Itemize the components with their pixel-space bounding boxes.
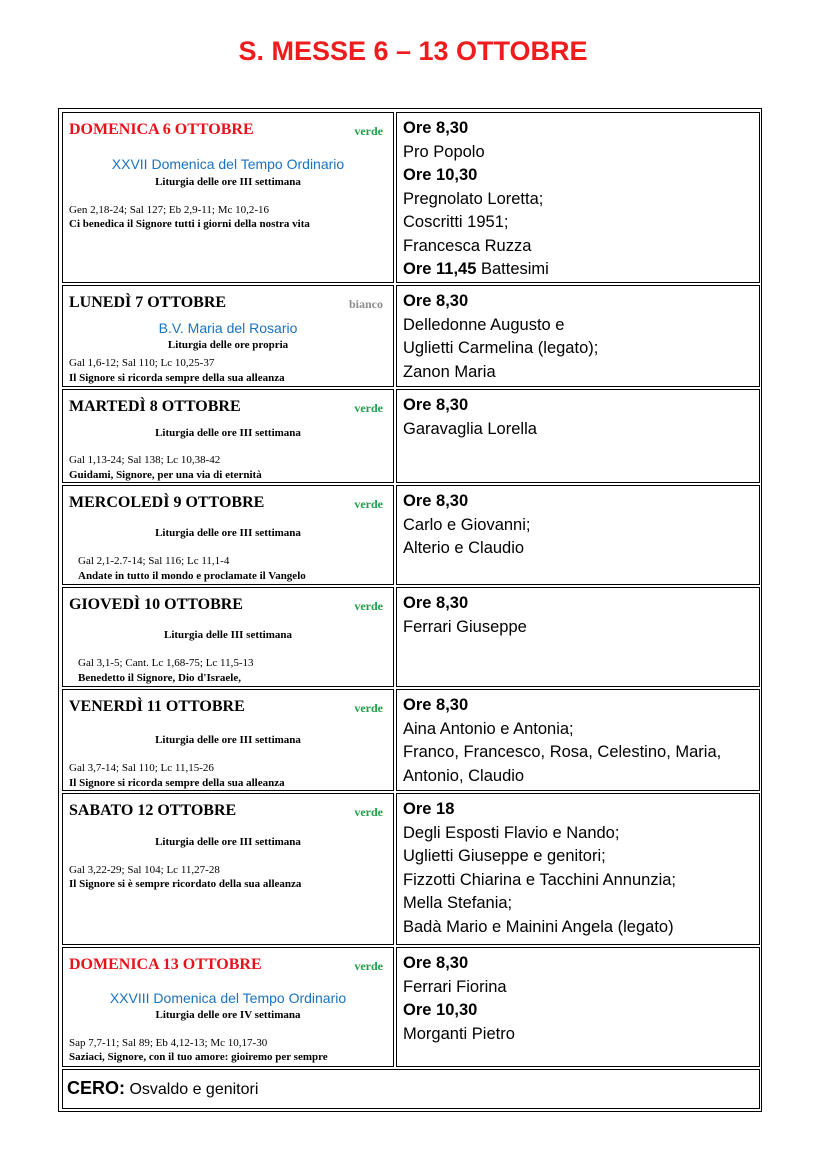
mass-line: Carlo e Giovanni; bbox=[403, 515, 531, 534]
liturgy-hours: Liturgia delle ore III settimana bbox=[155, 734, 301, 746]
mass-line: Ore 8,30 bbox=[403, 119, 469, 137]
day-heading: LUNEDÌ 7 OTTOBRE bbox=[69, 294, 227, 311]
mass-line: Ore 8,30 bbox=[403, 594, 469, 612]
mass-line: Ore 8,30 bbox=[403, 696, 469, 714]
psalm-motto: Ci benedica il Signore tutti i giorni della nostra vita bbox=[69, 218, 310, 230]
mass-line: Uglietti Giuseppe e genitori; bbox=[403, 847, 606, 865]
cero-label: CERO: bbox=[67, 1078, 125, 1098]
readings: Sap 7,7-11; Sal 89; Eb 4,12-13; Mc 10,17-30 bbox=[69, 1037, 268, 1049]
mass-line: Ferrari Giuseppe bbox=[403, 617, 527, 636]
readings: Gal 3,1-5; Cant. Lc 1,68-75; Lc 11,5-13 bbox=[78, 657, 254, 669]
liturgical-color: bianco bbox=[348, 297, 383, 311]
masses-cell bbox=[396, 389, 760, 483]
mass-line: Pro Popolo bbox=[403, 142, 485, 161]
liturgy-hours: Liturgia delle III settimana bbox=[163, 629, 293, 641]
mass-line: Morganti Pietro bbox=[403, 1024, 515, 1043]
mass-list bbox=[397, 794, 759, 939]
mass-line: Aina Antonio e Antonia; bbox=[403, 719, 574, 738]
mass-schedule-table bbox=[58, 108, 762, 1112]
masses-cell bbox=[396, 947, 760, 1067]
readings: Gen 2,18-24; Sal 127; Eb 2,9-11; Mc 10,2-16 bbox=[69, 204, 270, 216]
feast-name: B.V. Maria del Rosario bbox=[158, 320, 298, 336]
cero-line bbox=[67, 1078, 258, 1099]
psalm-motto: Il Signore si ricorda sempre della sua alleanza bbox=[69, 372, 285, 384]
masses-cell bbox=[396, 285, 760, 387]
mass-list bbox=[397, 588, 759, 639]
mass-list bbox=[397, 690, 759, 788]
day-info-cell bbox=[62, 689, 394, 791]
liturgical-color: verde bbox=[354, 805, 383, 819]
mass-line: Ore 8,30 bbox=[403, 292, 469, 310]
masses-cell bbox=[396, 485, 760, 585]
mass-line: Ore 8,30 bbox=[403, 492, 469, 510]
liturgical-color: verde bbox=[354, 599, 383, 613]
liturgical-color: verde bbox=[354, 959, 383, 973]
mass-line: Ore 8,30 bbox=[403, 954, 469, 972]
liturgy-hours: Liturgia delle ore III settimana bbox=[155, 527, 301, 539]
psalm-motto: Andate in tutto il mondo e proclamate il Vangelo bbox=[78, 570, 306, 582]
mass-list bbox=[397, 486, 759, 561]
mass-line: Uglietti Carmelina (legato); bbox=[403, 339, 599, 357]
feast-name: XXVIII Domenica del Tempo Ordinario bbox=[109, 990, 347, 1006]
day-heading: MARTEDÌ 8 OTTOBRE bbox=[69, 398, 241, 415]
mass-line: Coscritti 1951; bbox=[403, 213, 509, 231]
day-heading: MERCOLEDÌ 9 OTTOBRE bbox=[69, 494, 265, 511]
liturgy-hours: Liturgia delle ore propria bbox=[167, 339, 289, 351]
day-info-cell bbox=[62, 947, 394, 1067]
psalm-motto: Il Signore si ricorda sempre della sua alleanza bbox=[69, 777, 285, 789]
readings: Gal 1,13-24; Sal 138; Lc 10,38-42 bbox=[69, 454, 221, 466]
liturgical-color: verde bbox=[354, 497, 383, 511]
day-heading: VENERDÌ 11 OTTOBRE bbox=[69, 698, 245, 715]
readings: Gal 1,6-12; Sal 110; Lc 10,25-37 bbox=[69, 357, 215, 369]
mass-line: Francesca Ruzza bbox=[403, 236, 532, 255]
readings: Gal 3,7-14; Sal 110; Lc 11,15-26 bbox=[69, 762, 214, 774]
mass-line: Ore 18 bbox=[403, 800, 455, 818]
psalm-motto: Benedetto il Signore, Dio d'Israele, bbox=[78, 672, 241, 684]
psalm-motto: Saziaci, Signore, con il tuo amore: gioiremo per sempre bbox=[69, 1051, 328, 1063]
mass-line: Fizzotti Chiarina e Tacchini Annunzia; bbox=[403, 870, 677, 889]
day-info-cell bbox=[62, 112, 394, 283]
psalm-motto: Il Signore si è sempre ricordato della sua alleanza bbox=[69, 878, 302, 890]
masses-cell bbox=[396, 689, 760, 791]
mass-line: Ore 10,30 bbox=[403, 166, 478, 184]
liturgical-color: verde bbox=[354, 401, 383, 415]
liturgy-hours: Liturgia delle ore IV settimana bbox=[155, 1009, 301, 1021]
mass-line: Zanon Maria bbox=[403, 362, 496, 381]
psalm-motto: Guidami, Signore, per una via di eternità bbox=[69, 469, 262, 481]
mass-line: Degli Esposti Flavio e Nando; bbox=[403, 823, 620, 842]
mass-line: Ore 8,30 bbox=[403, 396, 469, 414]
masses-cell bbox=[396, 112, 760, 283]
mass-line: Garavaglia Lorella bbox=[403, 419, 537, 438]
mass-line: Alterio e Claudio bbox=[403, 539, 525, 557]
cero-cell bbox=[62, 1069, 760, 1109]
cero-dedication: Osvaldo e genitori bbox=[125, 1081, 259, 1098]
day-heading: DOMENICA 13 OTTOBRE bbox=[69, 956, 262, 973]
mass-line: Ore 11,45 Battesimi bbox=[403, 260, 549, 278]
mass-line: Delledonne Augusto e bbox=[403, 315, 565, 334]
masses-cell bbox=[396, 587, 760, 687]
day-info-cell bbox=[62, 793, 394, 945]
feast-name: XXVII Domenica del Tempo Ordinario bbox=[111, 156, 345, 172]
mass-line: Ore 10,30 bbox=[403, 1001, 478, 1019]
readings: Gal 2,1-2.7-14; Sal 116; Lc 11,1-4 bbox=[78, 555, 230, 567]
mass-line: Antonio, Claudio bbox=[403, 766, 525, 785]
page-title: S. MESSE 6 – 13 OTTOBRE bbox=[238, 36, 588, 66]
mass-line: Pregnolato Loretta; bbox=[403, 189, 544, 208]
day-heading: DOMENICA 6 OTTOBRE bbox=[69, 121, 254, 138]
day-info-cell bbox=[62, 389, 394, 483]
mass-list bbox=[397, 113, 759, 282]
mass-list bbox=[397, 948, 759, 1046]
liturgical-color: verde bbox=[354, 124, 383, 138]
readings: Gal 3,22-29; Sal 104; Lc 11,27-28 bbox=[69, 864, 220, 876]
day-heading: SABATO 12 OTTOBRE bbox=[69, 802, 237, 819]
mass-list bbox=[397, 390, 759, 441]
day-info-cell bbox=[62, 587, 394, 687]
day-info-cell bbox=[62, 285, 394, 387]
mass-list bbox=[397, 286, 759, 384]
mass-line: Ferrari Fiorina bbox=[403, 977, 507, 996]
liturgy-hours: Liturgia delle ore III settimana bbox=[155, 836, 301, 848]
liturgy-hours: Liturgia delle ore III settimana bbox=[155, 176, 301, 188]
liturgy-hours: Liturgia delle ore III settimana bbox=[155, 427, 301, 439]
mass-line: Mella Stefania; bbox=[403, 894, 513, 912]
liturgical-color: verde bbox=[354, 701, 383, 715]
mass-line: Franco, Francesco, Rosa, Celestino, Maria, bbox=[403, 743, 722, 761]
day-info-cell bbox=[62, 485, 394, 585]
masses-cell bbox=[396, 793, 760, 945]
day-heading: GIOVEDÌ 10 OTTOBRE bbox=[69, 596, 243, 613]
mass-line: Badà Mario e Mainini Angela (legato) bbox=[403, 917, 674, 936]
